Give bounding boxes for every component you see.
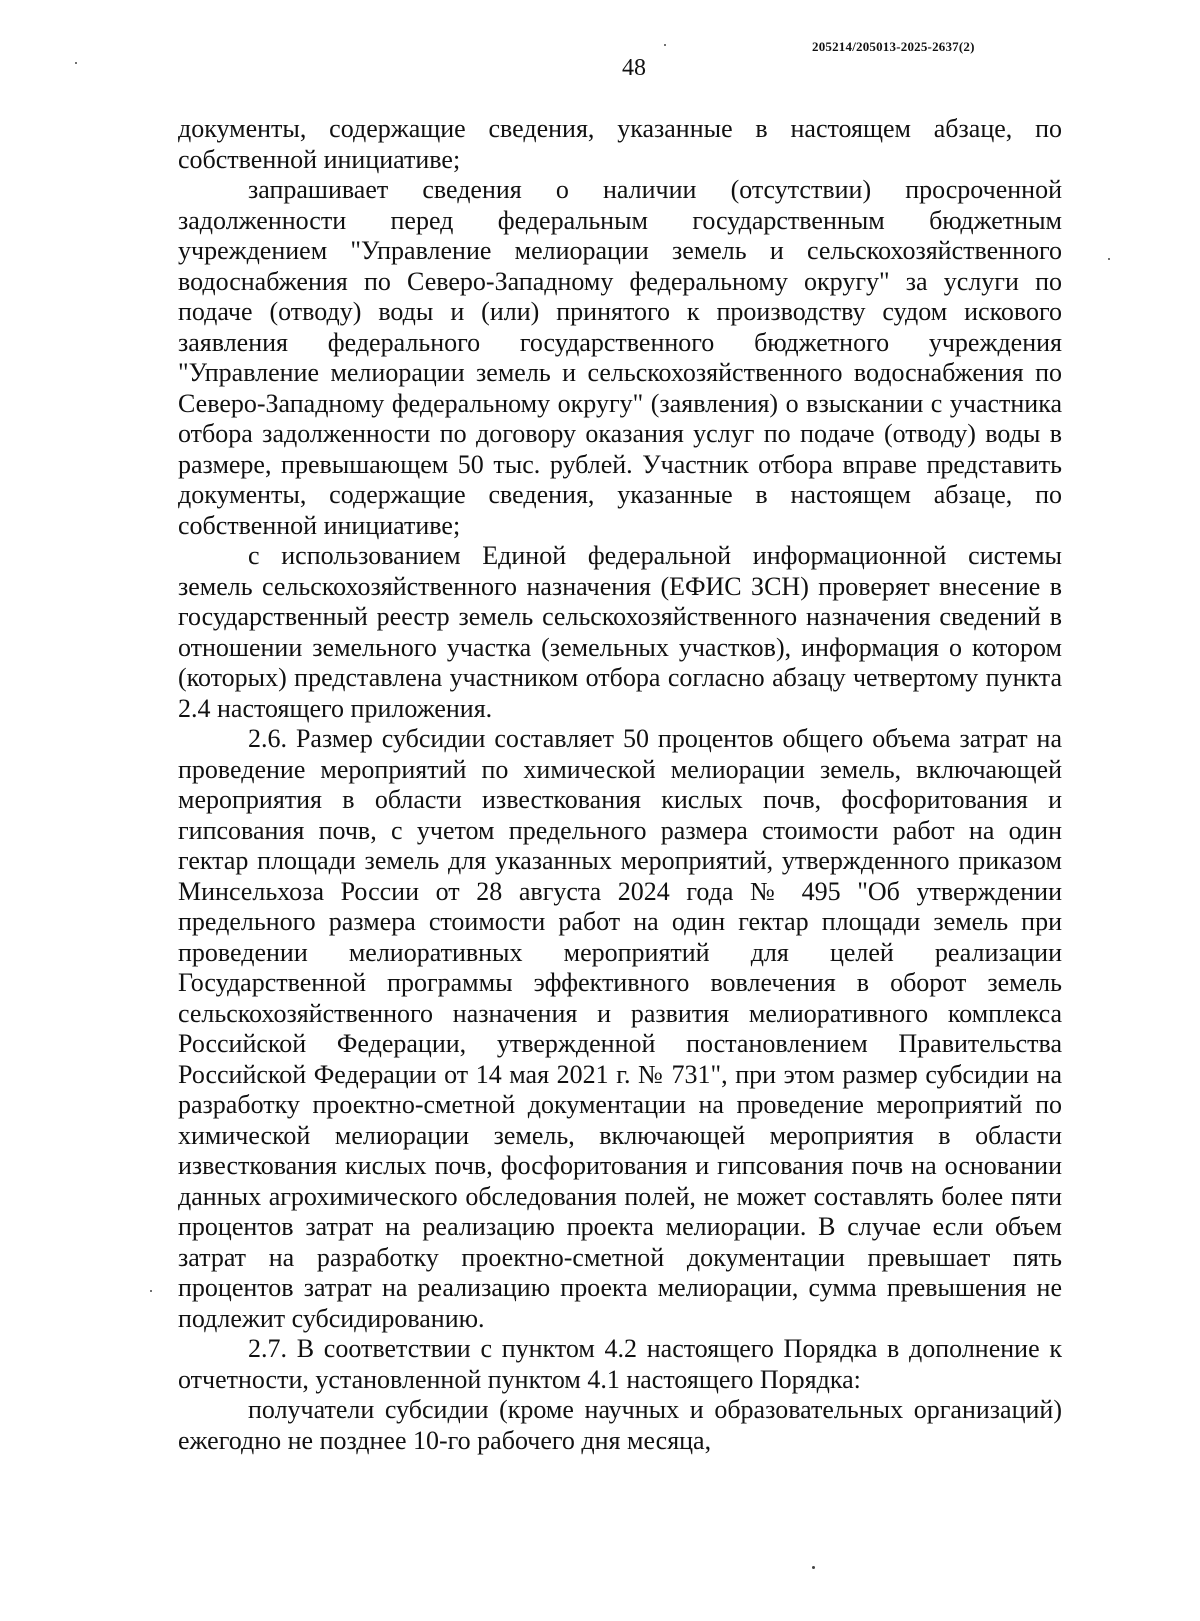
scan-speck — [664, 44, 666, 46]
paragraph: с использованием Единой федеральной информационной системы земель сельскохозяйственного назначения (ЕФИС ЗСН) проверяет внесение в государственный реестр земель сельскохозяйственного назначения сведений в отношении земельного участка (земельных участков), информация о котором (которых) представлена участником отбора согласно абзацу четвертому пункта 2.4 настоящего приложения. — [178, 541, 1062, 723]
paragraph: 2.6. Размер субсидии составляет 50 процентов общего объема затрат на проведение мероприятий по химической мелиорации земель, включающей мероприятия в области известкования кислых почв, фосфоритования и гипсования почв, с учетом предельного размера стоимости работ на один гектар площади земель для указанных мероприятий, утвержденного приказом Минсельхоза России от 28 августа 2024 года № 495 "Об утверждении предельного размера стоимости работ на один гектар площади земель при проведении мелиоративных мероприятий для целей реализации Государственной программы эффективного вовлечения в оборот земель сельскохозяйственного назначения и развития мелиоративного комплекса Российской Федерации, утвержденной постановлением Правительства Российской Федерации от 14 мая 2021 г. № 731", при этом размер субсидии на разработку проектно-сметной документации на проведение мероприятий по химической мелиорации земель, включающей мероприятия в области известкования кислых почв, фосфоритования и гипсования почв на основании данных агрохимического обследования полей, не может составлять более пяти процентов затрат на реализацию проекта мелиорации. В случае если объем затрат на разработку проектно-сметной документации превышает пять процентов затрат на реализацию проекта мелиорации, сумма превышения не подлежит субсидированию. — [178, 724, 1062, 1333]
document-id: 205214/205013-2025-2637(2) — [812, 39, 975, 54]
paragraph: документы, содержащие сведения, указанные в настоящем абзаце, по собственной инициативе; — [178, 114, 1062, 174]
paragraph: 2.7. В соответствии с пунктом 4.2 настоящего Порядка в дополнение к отчетности, установленной пунктом 4.1 настоящего Порядка: — [178, 1334, 1062, 1394]
document-body — [178, 114, 1062, 1456]
paragraph: получатели субсидии (кроме научных и образовательных организаций) ежегодно не позднее 10-го рабочего дня месяца, — [178, 1395, 1062, 1455]
page-number: 48 — [622, 55, 646, 81]
scan-speck — [75, 62, 77, 64]
scan-speck — [1108, 258, 1110, 260]
scan-speck — [150, 1290, 152, 1292]
scan-speck — [812, 1566, 815, 1569]
paragraph: запрашивает сведения о наличии (отсутствии) просроченной задолженности перед федеральным государственным бюджетным учреждением "Управление мелиорации земель и сельскохозяйственного водоснабжения по Северо-Западному федеральному округу" за услуги по подаче (отводу) воды и (или) принятого к производству судом искового заявления федерального государственного бюджетного учреждения "Управление мелиорации земель и сельскохозяйственного водоснабжения по Северо-Западному федеральному округу" (заявления) о взыскании с участника отбора задолженности по договору оказания услуг по подаче (отводу) воды в размере, превышающем 50 тыс. рублей. Участник отбора вправе представить документы, содержащие сведения, указанные в настоящем абзаце, по собственной инициативе; — [178, 175, 1062, 540]
